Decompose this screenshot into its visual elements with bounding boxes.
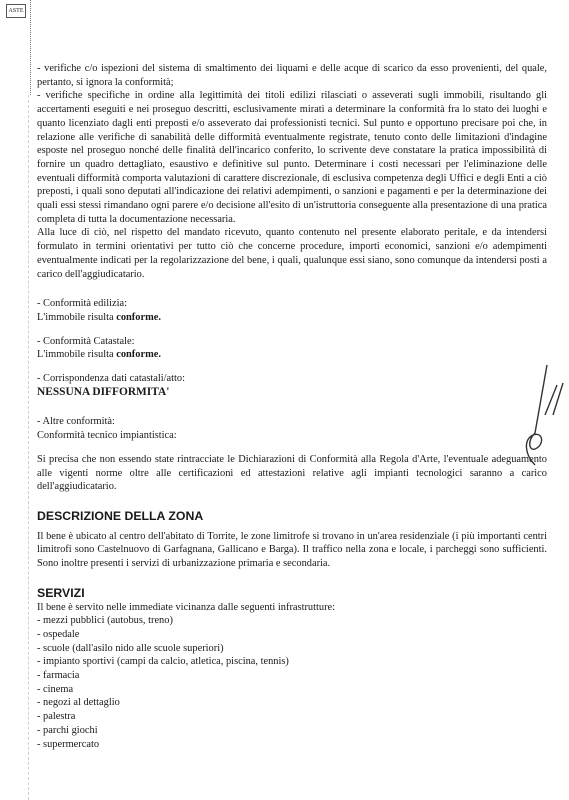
conformita-catastale-prefix: L'immobile risulta xyxy=(37,349,117,361)
list-item: - impianto sportivi (campi da calcio, atletica, piscina, tennis) xyxy=(37,656,289,668)
intro-item-smaltimento: - verifiche c/o ispezioni del sistema di smaltimento dei liquami e delle acque di scarico da esso provenienti, del quale, pertanto, si ignora la conformità; xyxy=(37,63,547,88)
conformita-edilizia-label: - Conformità edilizia: xyxy=(37,298,128,310)
servizi-heading: SERVIZI xyxy=(37,585,85,600)
servizi-list xyxy=(37,614,547,751)
altre-conformita-label: - Altre conformità: xyxy=(37,416,115,428)
conformita-edilizia-value: conforme. xyxy=(116,311,161,323)
conformita-edilizia-prefix: L'immobile risulta xyxy=(37,311,117,323)
corrispondenza-label: - Corrispondenza dati catastali/atto: xyxy=(37,373,186,385)
conformita-catastale-result xyxy=(37,348,547,362)
list-item: - farmacia xyxy=(37,670,80,682)
list-item: - supermercato xyxy=(37,738,100,750)
list-item: - mezzi pubblici (autobus, treno) xyxy=(37,615,173,627)
impiantistica-text: Si precisa che non essendo state rintracciate le Dichiarazioni di Conformità alla Regola d'Arte, l'eventuale adeguamento alle vigenti norme oltre alle certificazioni ed attestazioni relative agli impianti tecnologici saranno a carico dell'aggiudicatario. xyxy=(37,453,547,493)
servizi-intro: Il bene è servito nelle immediate vicinanza dalle seguenti infrastrutture: xyxy=(37,601,336,613)
list-item: - parchi giochi xyxy=(37,724,98,736)
intro-item-verifiche: - verifiche specifiche in ordine alla legittimità dei titoli edilizi rilasciati o asseverati sugli immobili, risultando gli accertamenti eseguiti e nei proseguo descritti, esclusivamente mirati a determinare la conformità fra lo stato dei luoghi e quanto licenziato dagli enti preposti e/o asseverato dai professionisti tecnici. Sul punto e opportuno precisare poi che, in relazione alle verifiche di sanabilità delle difformità eventualmente registrate, tenuto conto delle limitazioni d'indagine esposte nel proseguo nonché delle finalità dell'incarico conferito, lo scrivente deve constatare la pratica impossibilità di fornire un quadro dettagliato, esaustivo e definitive sul punto. Determinare i costi necessari per l'eliminazione delle eventuali difformità comporta valutazioni di carattere discrezionale, di esclusiva competenza degli Uffici e degli Enti a ciò preposti, i quali sono deputati all'indicazione dei relativi adempimenti, o sanzioni e pagamenti e per la determinazione dei quali essi stessi rimandano ogni parere e/o decisione all'esito di un'istruttoria conseguente alla presentazione di una pratica completa di tutta la documentazione necessaria. xyxy=(37,90,547,225)
zona-text: Il bene è ubicato al centro dell'abitato di Torrite, le zone limitrofe si trovano in un'area residenziale (i più importanti centri limitrofi sono Castelnuovo di Garfagnana, Gallicano e Barga). Il traffico nella zona e locale, i parcheggi sono sufficienti. Sono inoltre presenti i servizi di urbanizzazione primaria e secondaria. xyxy=(37,530,547,570)
conformita-edilizia-result xyxy=(37,311,547,325)
list-item: - cinema xyxy=(37,683,74,695)
stamp-label: ASTE xyxy=(6,4,26,18)
conformita-catastale-label: - Conformità Catastale: xyxy=(37,335,135,347)
list-item: - negozi al dettaglio xyxy=(37,697,120,709)
list-item: - palestra xyxy=(37,711,76,723)
document-body xyxy=(37,62,547,751)
impiantistica-label: Conformità tecnico impiantistica: xyxy=(37,430,177,442)
list-item: - ospedale xyxy=(37,628,80,640)
archive-stamp xyxy=(0,0,31,95)
conformita-catastale-value: conforme. xyxy=(116,349,161,361)
binding-margin-line xyxy=(28,95,30,800)
zona-heading: DESCRIZIONE DELLA ZONA xyxy=(37,508,204,523)
conclusion-paragraph: Alla luce di ciò, nel rispetto del mandato ricevuto, quanto contenuto nel presente elaborato peritale, e da intendersi formulato in termini orientativi per tutto ciò che concerne procedure, importi economici, sanzioni e/o adempimenti eventualmente indicati per la regolarizzazione del bene, i quali, qualunque essi siano, sono comunque da intendersi posti a carico dell'aggiudicatario. xyxy=(37,227,547,280)
list-item: - scuole (dall'asilo nido alle scuole superiori) xyxy=(37,642,224,654)
corrispondenza-value: NESSUNA DIFFORMITA' xyxy=(37,385,170,398)
